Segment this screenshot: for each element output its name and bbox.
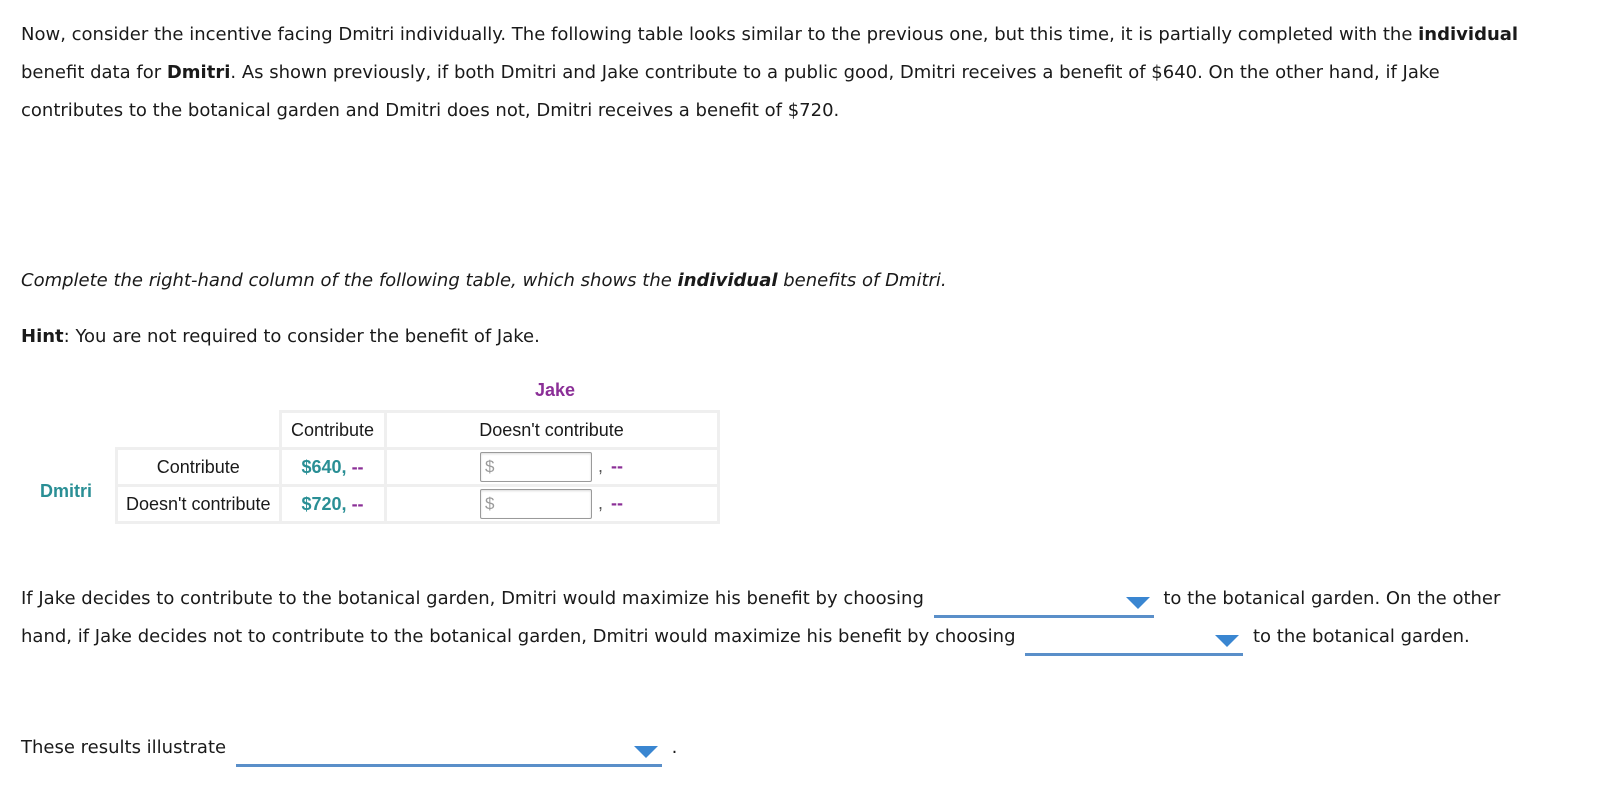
payoff-other: -- (351, 456, 364, 477)
benefit-input-field[interactable] (494, 490, 588, 518)
dropdown-arrow-icon (1215, 635, 1239, 647)
choice-dropdown-2[interactable] (1025, 627, 1243, 656)
payoff-table (115, 410, 720, 524)
benefit-input[interactable]: $ (480, 452, 592, 482)
row-header-contribute: Contribute (117, 449, 281, 486)
jake-column-header: Jake (534, 380, 576, 400)
input-cell: $ , -- (385, 449, 718, 486)
payoff-cell (280, 449, 385, 486)
results-sentence: These results illustrate . (21, 729, 677, 767)
dropdown-arrow-icon (1126, 597, 1150, 609)
benefit-input-field[interactable] (494, 453, 588, 481)
corner-cell (117, 412, 281, 449)
hint-text: Hint: You are not required to consider the benefit of Jake. (21, 326, 540, 347)
row-header-doesnt-contribute: Doesn't contribute (117, 486, 281, 523)
benefit-input[interactable]: $ (480, 489, 592, 519)
hint-label: Hint (21, 326, 64, 347)
choice-dropdown-1[interactable] (934, 589, 1154, 618)
payoff-other: -- (351, 493, 364, 514)
input-cell: $ , -- (385, 486, 718, 523)
col-header-contribute: Contribute (280, 412, 385, 449)
payoff-value: $640, (301, 456, 347, 477)
dropdown-arrow-icon (634, 746, 658, 758)
dmitri-row-header: Dmitri (40, 481, 93, 501)
table-row (117, 486, 719, 523)
col-header-doesnt-contribute: Doesn't contribute (385, 412, 718, 449)
instruction-text: Complete the right-hand column of the following table, which shows the individual benefits of Dmitri. (21, 270, 947, 291)
table-row (117, 449, 719, 486)
payoff-cell (280, 486, 385, 523)
result-dropdown[interactable] (236, 738, 662, 767)
payoff-value: $720, (301, 493, 347, 514)
intro-paragraph: Now, consider the incentive facing Dmitri individually. The following table looks similar to the previous one, but this time, it is partially completed with the individual benefit data for Dmitri. As shown previously, if both Dmitri and Jake contribute to a public good, Dmitri receives a benefit of $640. On the other hand, if Jake contributes to the botanical garden and Dmitri does not, Dmitri receives a benefit of $720. (21, 24, 1519, 121)
question-paragraph: If Jake decides to contribute to the botanical garden, Dmitri would maximize his benefit by choosing to the botanical garden. On the other hand, if Jake decides not to contribute to the botanical garden, Dmitri would maximize his benefit by choosing to the botanical garden. (21, 580, 1541, 656)
